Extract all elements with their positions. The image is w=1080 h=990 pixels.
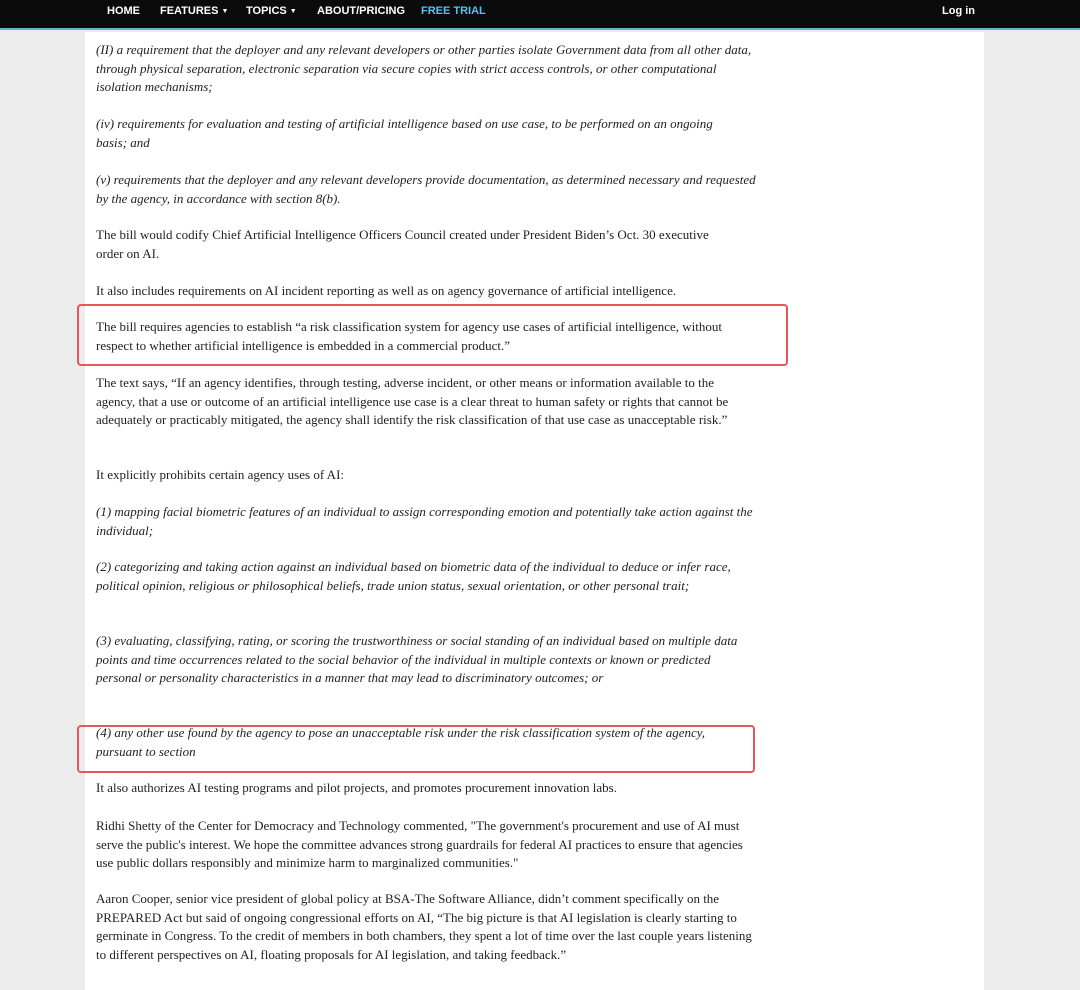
highlight-box-unacceptable-risk xyxy=(77,725,755,773)
nav-features-label: FEATURES xyxy=(160,5,219,17)
chevron-down-icon: ▼ xyxy=(289,8,297,15)
article-paragraph: It also authorizes AI testing programs and pilot projects, and promotes procurement innovation labs. xyxy=(96,780,617,795)
article-paragraph: (v) requirements that the deployer and any relevant developers provide documentation, as determined necessary and requested by the agency, in accordance with section 8(b). xyxy=(96,172,756,206)
chevron-down-icon: ▼ xyxy=(221,8,229,15)
nav-home-link[interactable]: HOME xyxy=(107,5,140,17)
article-paragraph: The text says, “If an agency identifies, through testing, adverse incident, or other means or information available to the agency, that a use or outcome of an artificial intelligence use case is a clear threat to human safety or rights that cannot be adequately or practicably mitigated, the agency shall identify the risk classification of that use case as unacceptable risk.” xyxy=(96,375,729,427)
article-paragraph: Aaron Cooper, senior vice president of global policy at BSA-The Software Alliance, didn’t comment specifically on the PREPARED Act but said of ongoing congressional efforts on AI, “The big picture is that AI legislation is clearly starting to germinate in Congress. To the credit of members in both chambers, they spent a lot of time over the last couple years listening to different perspectives on AI, floating proposals for AI legislation, and taking feedback.” xyxy=(96,891,752,962)
article-paragraph: It also includes requirements on AI incident reporting as well as on agency governance of artificial intelligence. xyxy=(96,283,677,298)
nav-free-trial-link[interactable]: FREE TRIAL xyxy=(421,5,486,17)
highlight-box-risk-classification xyxy=(77,304,788,366)
article-paragraph: The bill requires agencies to establish “a risk classification system for agency use cases of artificial intelligence, without respect to whether artificial intelligence is embedded in a commercial product.” xyxy=(96,319,722,353)
nav-features-dropdown[interactable] xyxy=(160,5,228,17)
login-link[interactable]: Log in xyxy=(942,5,975,17)
article-paragraph: Ridhi Shetty of the Center for Democracy and Technology commented, "The government's procurement and use of AI must serve the public's interest. We hope the committee advances strong guardrails for federal AI practices to ensure that agencies use public dollars responsibly and minimize harm to marginalized communities." xyxy=(96,818,743,870)
article-paragraph: (2) categorizing and taking action against an individual based on biometric data of the individual to deduce or infer race, political opinion, religious or philosophical beliefs, trade union status, sexual orientation, or other personal trait; xyxy=(96,559,731,593)
article-paragraph: It explicitly prohibits certain agency uses of AI: xyxy=(96,467,345,482)
nav-about-pricing-link[interactable]: ABOUT/PRICING xyxy=(317,5,405,17)
article-paragraph: The bill would codify Chief Artificial Intelligence Officers Council created under President Biden’s Oct. 30 executive order on AI. xyxy=(96,227,709,261)
nav-topics-label: TOPICS xyxy=(246,5,287,17)
nav-topics-dropdown[interactable] xyxy=(246,5,297,17)
top-navigation-bar xyxy=(0,0,1080,30)
article-paragraph: (1) mapping facial biometric features of an individual to assign corresponding emotion and potentially take action against the individual; xyxy=(96,504,753,538)
article-paragraph: (iv) requirements for evaluation and testing of artificial intelligence based on use case, to be performed on an ongoing basis; and xyxy=(96,116,713,150)
article-paragraph: (II) a requirement that the deployer and any relevant developers or other parties isolate Government data from all other data, through physical separation, electronic separation via secure copies with strict access controls, or other computational isolation mechanisms; xyxy=(96,42,752,94)
article-paragraph: (4) any other use found by the agency to pose an unacceptable risk under the risk classification system of the agency, pursuant to section xyxy=(96,725,706,759)
article-paragraph: (3) evaluating, classifying, rating, or scoring the trustworthiness or social standing of an individual based on multiple data points and time occurrences related to the social behavior of the individual in multiple contexts or known or predicted personal or personality characteristics in a manner that may lead to discriminatory outcomes; or xyxy=(96,633,738,685)
